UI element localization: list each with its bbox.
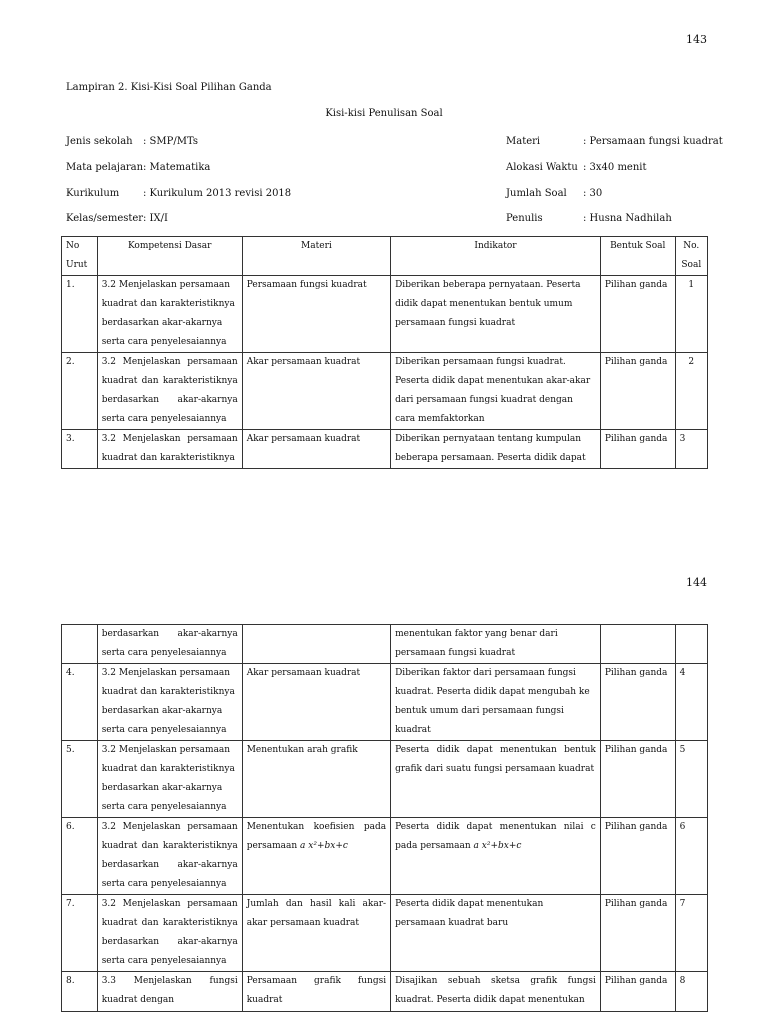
header-kompetensi-dasar: Kompetensi Dasar — [97, 237, 242, 276]
materi-text: Menentukan koefisien pada persamaan — [246, 822, 387, 851]
cell-bentuk-soal: Pilihan ganda — [600, 972, 675, 1012]
info-value-materi: : Persamaan fungsi kuadrat — [583, 136, 723, 147]
cell-no-soal — [675, 625, 707, 664]
kisi-kisi-table-page-1 — [61, 236, 708, 469]
quadratic-formula: a x²+bx+c — [300, 841, 348, 851]
table-header-row — [62, 237, 708, 276]
cell-materi: Menentukan arah grafik — [242, 741, 390, 818]
info-value-mata-pelajaran: : Matematika — [143, 162, 211, 173]
cell-no: 8. — [62, 972, 98, 1012]
indikator-text: Peserta didik dapat menentukan nilai c pada persamaan — [395, 822, 596, 851]
cell-materi — [242, 625, 390, 664]
cell-indikator: Peserta didik dapat menentukan persamaan kuadrat baru — [391, 895, 601, 972]
cell-no: 3. — [62, 430, 98, 469]
cell-no: 7. — [62, 895, 98, 972]
info-value-jenis-sekolah: : SMP/MTs — [143, 136, 199, 147]
cell-no-soal: 7 — [675, 895, 707, 972]
cell-kompetensi-dasar: 3.2 Menjelaskan persamaan kuadrat dan karakteristiknya berdasarkan akar-akarnya serta cara penyelesaiannya — [97, 276, 242, 353]
quadratic-formula: a x²+bx+c — [473, 841, 522, 851]
cell-bentuk-soal: Pilihan ganda — [600, 353, 675, 430]
cell-no-soal: 8 — [675, 972, 707, 1012]
table-row — [62, 972, 708, 1012]
info-label-jumlah-soal: Jumlah Soal — [506, 188, 567, 199]
cell-bentuk-soal: Pilihan ganda — [600, 664, 675, 741]
cell-materi: Akar persamaan kuadrat — [242, 664, 390, 741]
table-row — [62, 276, 708, 353]
cell-no-soal: 1 — [675, 276, 707, 353]
cell-no-soal: 4 — [675, 664, 707, 741]
cell-materi: Akar persamaan kuadrat — [242, 353, 390, 430]
cell-indikator: menentukan faktor yang benar dari persamaan fungsi kuadrat — [391, 625, 601, 664]
cell-kompetensi-dasar: 3.2 Menjelaskan persamaan kuadrat dan karakteristiknya — [97, 430, 242, 469]
cell-indikator: Peserta didik dapat menentukan bentuk grafik dari suatu fungsi persamaan kuadrat — [391, 741, 601, 818]
cell-bentuk-soal: Pilihan ganda — [600, 895, 675, 972]
appendix-caption: Lampiran 2. Kisi-Kisi Soal Pilihan Ganda — [66, 82, 272, 93]
page-number: 143 — [686, 33, 707, 46]
table-row — [62, 625, 708, 664]
cell-bentuk-soal — [600, 625, 675, 664]
cell-materi: Akar persamaan kuadrat — [242, 430, 390, 469]
cell-no: 2. — [62, 353, 98, 430]
header-no-soal: No. Soal — [675, 237, 707, 276]
cell-materi — [242, 818, 390, 895]
table-row — [62, 895, 708, 972]
cell-indikator: Diberikan faktor dari persamaan fungsi kuadrat. Peserta didik dapat mengubah ke bentuk umum dari persamaan fungsi kuadrat — [391, 664, 601, 741]
header-bentuk-soal: Bentuk Soal — [600, 237, 675, 276]
cell-kompetensi-dasar: berdasarkan akar-akarnya serta cara penyelesaiannya — [97, 625, 242, 664]
info-value-alokasi-waktu: : 3x40 menit — [583, 162, 647, 173]
cell-materi: Persamaan grafik fungsi kuadrat — [242, 972, 390, 1012]
info-value-jumlah-soal: : 30 — [583, 188, 603, 199]
info-label-penulis: Penulis — [506, 213, 543, 224]
table-row — [62, 818, 708, 895]
cell-bentuk-soal: Pilihan ganda — [600, 430, 675, 469]
info-value-kurikulum: : Kurikulum 2013 revisi 2018 — [143, 188, 292, 199]
page-number: 144 — [686, 576, 707, 589]
info-label-jenis-sekolah: Jenis sekolah — [66, 136, 133, 147]
info-value-kelas-semester: : IX/I — [143, 213, 168, 224]
info-value-penulis: : Husna Nadhilah — [583, 213, 672, 224]
cell-bentuk-soal: Pilihan ganda — [600, 741, 675, 818]
table-row — [62, 664, 708, 741]
info-label-materi: Materi — [506, 136, 541, 147]
cell-bentuk-soal: Pilihan ganda — [600, 818, 675, 895]
cell-materi: Jumlah dan hasil kali akar-akar persamaan kuadrat — [242, 895, 390, 972]
cell-no-soal: 6 — [675, 818, 707, 895]
cell-no: 4. — [62, 664, 98, 741]
cell-indikator: Diberikan persamaan fungsi kuadrat. Peserta didik dapat menentukan akar-akar dari persamaan fungsi kuadrat dengan cara memfaktorkan — [391, 353, 601, 430]
info-label-kurikulum: Kurikulum — [66, 188, 120, 199]
header-materi: Materi — [242, 237, 390, 276]
header-indikator: Indikator — [391, 237, 601, 276]
cell-no: 5. — [62, 741, 98, 818]
cell-no-soal: 5 — [675, 741, 707, 818]
header-no-urut: No Urut — [62, 237, 98, 276]
cell-kompetensi-dasar: 3.3 Menjelaskan fungsi kuadrat dengan — [97, 972, 242, 1012]
cell-kompetensi-dasar: 3.2 Menjelaskan persamaan kuadrat dan karakteristiknya berdasarkan akar-akarnya serta cara penyelesaiannya — [97, 741, 242, 818]
cell-no-soal: 3 — [675, 430, 707, 469]
cell-no-soal: 2 — [675, 353, 707, 430]
cell-bentuk-soal: Pilihan ganda — [600, 276, 675, 353]
info-label-kelas-semester: Kelas/semester — [66, 213, 144, 224]
cell-kompetensi-dasar: 3.2 Menjelaskan persamaan kuadrat dan karakteristiknya berdasarkan akar-akarnya serta cara penyelesaiannya — [97, 353, 242, 430]
cell-indikator — [391, 818, 601, 895]
cell-indikator: Diberikan pernyataan tentang kumpulan beberapa persamaan. Peserta didik dapat — [391, 430, 601, 469]
cell-no — [62, 625, 98, 664]
cell-indikator: Diberikan beberapa pernyataan. Peserta didik dapat menentukan bentuk umum persamaan fungsi kuadrat — [391, 276, 601, 353]
table-row — [62, 741, 708, 818]
kisi-kisi-table-page-2 — [61, 624, 708, 1012]
cell-kompetensi-dasar: 3.2 Menjelaskan persamaan kuadrat dan karakteristiknya berdasarkan akar-akarnya serta cara penyelesaiannya — [97, 895, 242, 972]
table-row — [62, 353, 708, 430]
document-title: Kisi-kisi Penulisan Soal — [325, 108, 443, 119]
info-label-mata-pelajaran: Mata pelajaran — [66, 162, 144, 173]
cell-no: 1. — [62, 276, 98, 353]
info-label-alokasi-waktu: Alokasi Waktu — [506, 162, 578, 173]
table-row — [62, 430, 708, 469]
cell-kompetensi-dasar: 3.2 Menjelaskan persamaan kuadrat dan karakteristiknya berdasarkan akar-akarnya serta cara penyelesaiannya — [97, 664, 242, 741]
cell-indikator: Disajikan sebuah sketsa grafik fungsi kuadrat. Peserta didik dapat menentukan — [391, 972, 601, 1012]
cell-materi: Persamaan fungsi kuadrat — [242, 276, 390, 353]
cell-no: 6. — [62, 818, 98, 895]
cell-kompetensi-dasar: 3.2 Menjelaskan persamaan kuadrat dan karakteristiknya berdasarkan akar-akarnya serta cara penyelesaiannya — [97, 818, 242, 895]
